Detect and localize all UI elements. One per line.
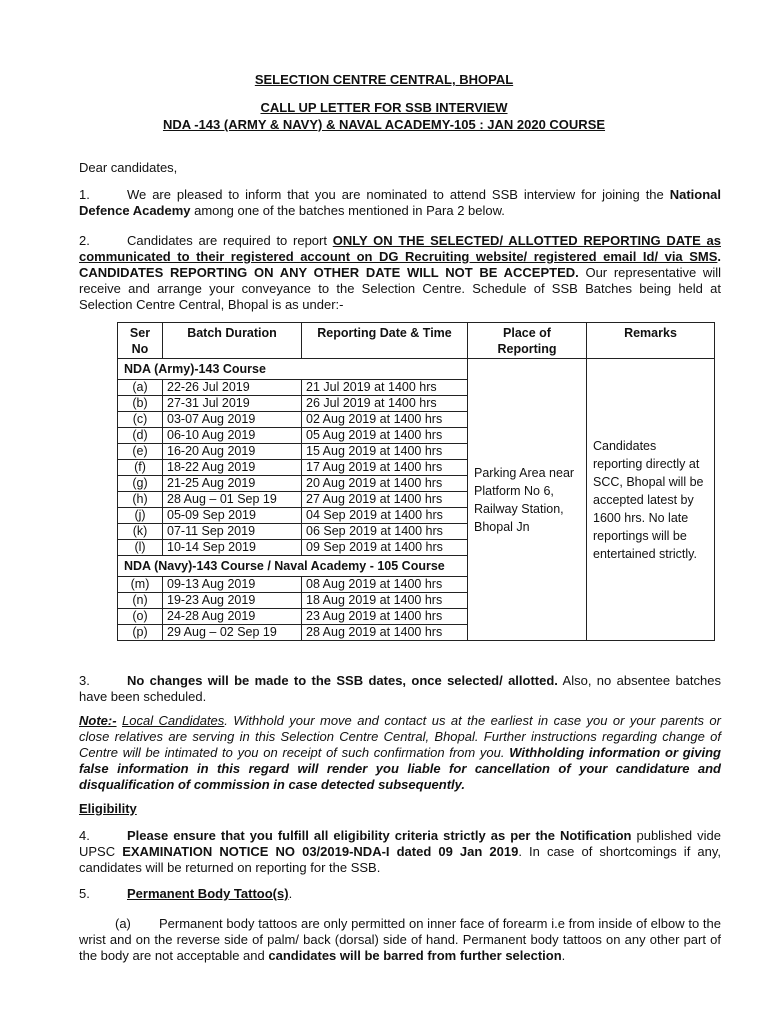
place-of-reporting: Parking Area near Platform No 6, Railway Station, Bhopal Jn <box>468 359 587 641</box>
army-batch-cell: 22-26 Jul 2019 <box>163 380 302 396</box>
army-ser-cell: (e) <box>118 444 163 460</box>
army-ser-cell: (g) <box>118 476 163 492</box>
para-2-bold-underlined: ONLY ON THE SELECTED/ ALLOTTED REPORTING DATE as communicated to their registered account on DG Recruiting website/ registered email Id/ via SMS <box>79 233 721 264</box>
note-bold: Withholding information or giving false information in this regard will render you liable for cancellation of your candidature and disqualification of commission in case detected subsequently. <box>79 745 721 792</box>
army-ser-cell: (l) <box>118 540 163 556</box>
para-2-text-b: Our representative will receive and arrange your conveyance to the Selection Centre. Schedule of SSB Batches being held at Selection Centre Central, Bhopal is as under:- <box>79 265 721 312</box>
para-5a-bold: candidates will be barred from further selection <box>268 948 562 963</box>
army-batch-cell: 10-14 Sep 2019 <box>163 540 302 556</box>
navy-report-cell: 28 Aug 2019 at 1400 hrs <box>302 625 468 641</box>
army-batch-cell: 28 Aug – 01 Sep 19 <box>163 492 302 508</box>
col-header-batch-duration: Batch Duration <box>163 323 302 359</box>
army-report-cell: 17 Aug 2019 at 1400 hrs <box>302 460 468 476</box>
para-5a-end: . <box>561 948 566 963</box>
army-batch-cell: 27-31 Jul 2019 <box>163 396 302 412</box>
para-5-dot: . <box>288 886 293 901</box>
army-batch-cell: 05-09 Sep 2019 <box>163 508 302 524</box>
army-report-cell: 26 Jul 2019 at 1400 hrs <box>302 396 468 412</box>
army-batch-cell: 18-22 Aug 2019 <box>163 460 302 476</box>
army-batch-cell: 21-25 Aug 2019 <box>163 476 302 492</box>
col-header-reporting-date: Reporting Date & Time <box>302 323 468 359</box>
navy-batch-cell: 29 Aug – 02 Sep 19 <box>163 625 302 641</box>
para-1-bold: National Defence Academy <box>79 187 721 218</box>
col-header-ser-no: Ser No <box>118 323 163 359</box>
navy-report-cell: 18 Aug 2019 at 1400 hrs <box>302 593 468 609</box>
letter-heading: CALL UP LETTER FOR SSB INTERVIEW <box>260 100 508 115</box>
army-ser-cell: (k) <box>118 524 163 540</box>
note-label: Note:- <box>79 713 117 728</box>
col-header-place: Place of Reporting <box>468 323 587 359</box>
army-report-cell: 02 Aug 2019 at 1400 hrs <box>302 412 468 428</box>
army-report-cell: 15 Aug 2019 at 1400 hrs <box>302 444 468 460</box>
para-1-number: 1. <box>79 187 90 202</box>
eligibility-heading <box>79 801 721 817</box>
para-5a-number: (a) <box>115 916 131 931</box>
para-5 <box>79 886 721 902</box>
table-body <box>118 359 715 641</box>
para-4-text-a: published vide UPSC <box>79 828 722 859</box>
navy-ser-cell: (n) <box>118 593 163 609</box>
army-report-cell: 06 Sep 2019 at 1400 hrs <box>302 524 468 540</box>
para-4 <box>79 828 721 876</box>
col-header-remarks: Remarks <box>587 323 715 359</box>
para-2-dot: . <box>717 249 721 264</box>
para-4-bold-b: EXAMINATION NOTICE NO 03/2019-NDA-I dated 09 Jan 2019 <box>122 844 519 859</box>
note-local-candidates: Local Candidates <box>122 713 225 728</box>
navy-ser-cell: (p) <box>118 625 163 641</box>
navy-batch-cell: 24-28 Aug 2019 <box>163 609 302 625</box>
army-ser-cell: (b) <box>118 396 163 412</box>
para-3-number: 3. <box>79 673 90 688</box>
navy-report-cell: 08 Aug 2019 at 1400 hrs <box>302 577 468 593</box>
army-batch-cell: 07-11 Sep 2019 <box>163 524 302 540</box>
para-5-title: Permanent Body Tattoo(s) <box>127 886 289 901</box>
remarks: Candidates reporting directly at SCC, Bhopal will be accepted latest by 1600 hrs. No late reportings will be entertained strictly. <box>587 359 715 641</box>
note-text: . Withhold your move and contact us at the earliest in case you or your parents or close relatives are serving in this Selection Centre Central, Bhopal. Further instructions regarding change of Centre will be intimated to you on receipt of such confirmation from you. <box>79 713 721 760</box>
eligibility-label: Eligibility <box>79 801 137 816</box>
note <box>79 713 721 793</box>
para-4-text-b: . In case of shortcomings if any, candidates will be returned on reporting for the SSB. <box>79 844 722 875</box>
para-2-number: 2. <box>79 233 90 248</box>
navy-batch-cell: 09-13 Aug 2019 <box>163 577 302 593</box>
course-heading: NDA -143 (ARMY & NAVY) & NAVAL ACADEMY-105 : JAN 2020 COURSE <box>162 117 606 132</box>
para-1-text-a: We are pleased to inform that you are nominated to attend SSB interview for joining the <box>127 187 670 202</box>
para-3-bold: No changes will be made to the SSB dates, once selected/ allotted. <box>127 673 558 688</box>
para-5a <box>79 916 721 964</box>
para-2 <box>79 233 721 313</box>
navy-batch-cell: 19-23 Aug 2019 <box>163 593 302 609</box>
para-3 <box>79 673 721 705</box>
para-3-text: Also, no absentee batches have been scheduled. <box>79 673 721 704</box>
army-batch-cell: 03-07 Aug 2019 <box>163 412 302 428</box>
army-ser-cell: (h) <box>118 492 163 508</box>
para-1-text-b: among one of the batches mentioned in Para 2 below. <box>190 203 505 218</box>
para-4-number: 4. <box>79 828 90 843</box>
army-report-cell: 09 Sep 2019 at 1400 hrs <box>302 540 468 556</box>
army-report-cell: 21 Jul 2019 at 1400 hrs <box>302 380 468 396</box>
para-2-text-a: Candidates are required to report <box>127 233 333 248</box>
salutation: Dear candidates, <box>79 160 178 175</box>
navy-ser-cell: (o) <box>118 609 163 625</box>
para-5a-text: Permanent body tattoos are only permitted on inner face of forearm i.e from inside of elbow to the wrist and on the reverse side of palm/ back (dorsal) side of hand. Permanent body tattoos on any other part of the body are not acceptable and <box>79 916 721 963</box>
army-report-cell: 27 Aug 2019 at 1400 hrs <box>302 492 468 508</box>
army-ser-cell: (c) <box>118 412 163 428</box>
army-report-cell: 20 Aug 2019 at 1400 hrs <box>302 476 468 492</box>
para-4-bold-a: Please ensure that you fulfill all eligibility criteria strictly as per the Notification <box>127 828 632 843</box>
para-5-number: 5. <box>79 886 90 901</box>
army-batch-cell: 06-10 Aug 2019 <box>163 428 302 444</box>
army-ser-cell: (a) <box>118 380 163 396</box>
army-section-title: NDA (Army)-143 Course <box>118 359 468 380</box>
army-ser-cell: (d) <box>118 428 163 444</box>
batch-schedule-table <box>117 322 715 641</box>
centre-heading: SELECTION CENTRE CENTRAL, BHOPAL <box>254 72 514 87</box>
army-ser-cell: (f) <box>118 460 163 476</box>
para-1 <box>79 187 721 219</box>
navy-ser-cell: (m) <box>118 577 163 593</box>
army-report-cell: 04 Sep 2019 at 1400 hrs <box>302 508 468 524</box>
para-2-bold: CANDIDATES REPORTING ON ANY OTHER DATE WILL NOT BE ACCEPTED. <box>79 265 579 280</box>
navy-report-cell: 23 Aug 2019 at 1400 hrs <box>302 609 468 625</box>
army-batch-cell: 16-20 Aug 2019 <box>163 444 302 460</box>
army-report-cell: 05 Aug 2019 at 1400 hrs <box>302 428 468 444</box>
army-ser-cell: (j) <box>118 508 163 524</box>
navy-section-title: NDA (Navy)-143 Course / Naval Academy - 105 Course <box>118 556 468 577</box>
